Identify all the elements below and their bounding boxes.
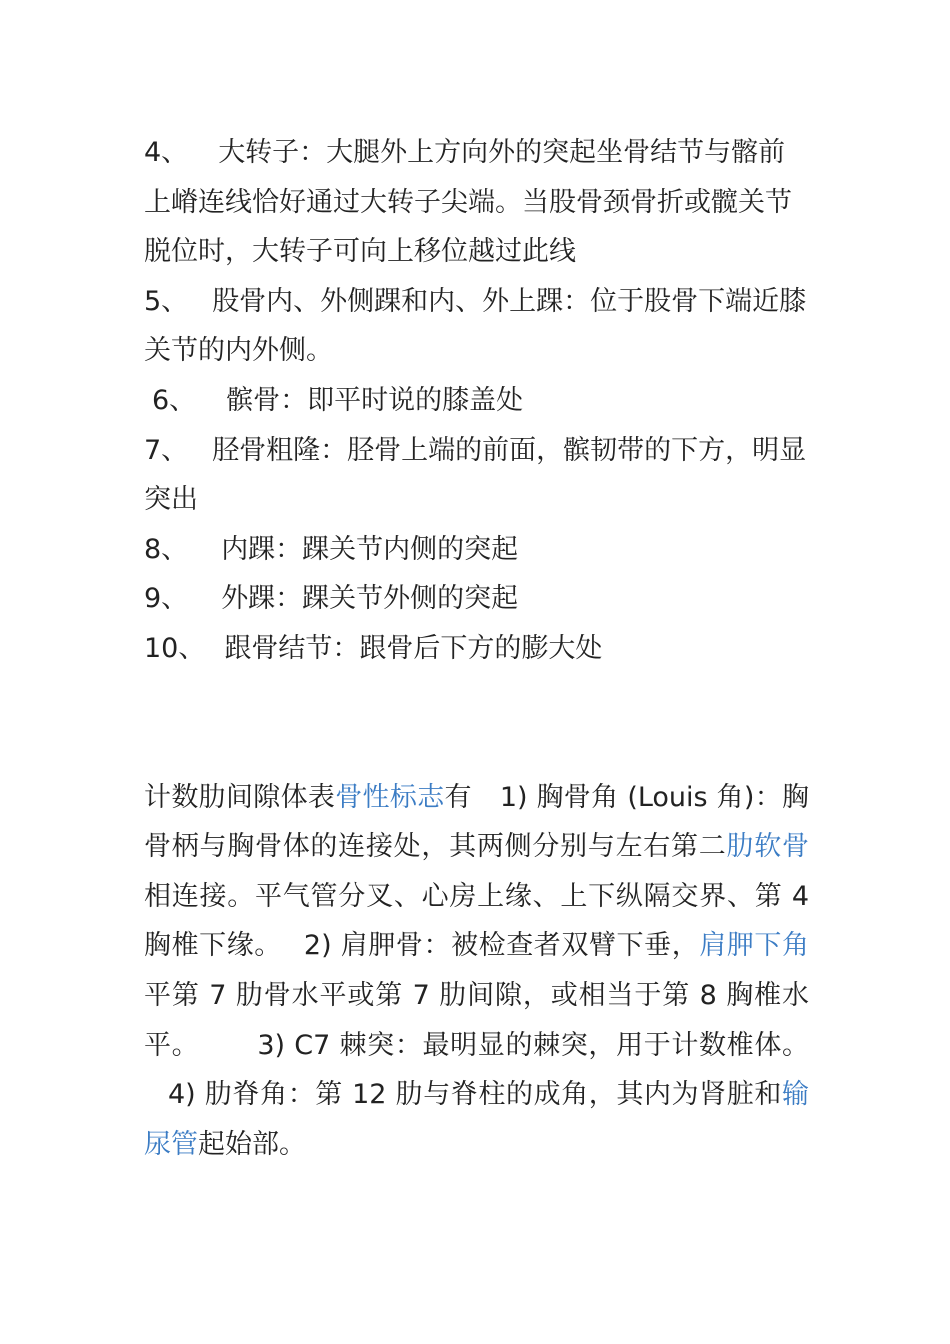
list-number: 5、 <box>144 285 189 317</box>
list-text: 内踝：踝关节内侧的突起 <box>221 533 519 565</box>
list-item-9 <box>144 574 809 624</box>
list-item-5 <box>144 277 809 376</box>
link-bony-landmark[interactable]: 骨性标志 <box>335 781 445 813</box>
list-item-7 <box>144 426 809 525</box>
paragraph-text: 4) 肋脊角：第 12 肋与脊柱的成角，其内为肾脏和 <box>168 1079 782 1111</box>
paragraph-text: 起始部。 <box>198 1128 306 1160</box>
list-item-8 <box>144 525 809 575</box>
list-number: 10、 <box>144 632 206 664</box>
list-number: 7、 <box>144 434 189 466</box>
list-text: 大转子：大腿外上方向外的突起坐骨结节与髂前上嵴连线恰好通过大转子尖端。当股骨颈骨折或髋关节脱位时，大转子可向上移位越过此线 <box>144 137 792 268</box>
list-number: 6、 <box>152 384 197 416</box>
paragraph-text: 2) 肩胛骨：被检查者双臂下垂， <box>303 930 700 962</box>
paragraph-text: 计数肋间隙体表 <box>144 781 336 813</box>
paragraph-text: 1) 胸骨角 (Louis 角)：胸骨柄与胸骨体的连接处，其两侧分别与左右第二 <box>144 781 810 863</box>
link-inferior-angle-scapula[interactable]: 肩胛下角 <box>699 930 810 962</box>
document-body <box>144 128 809 1169</box>
section-spacer <box>144 674 809 773</box>
list-text: 外踝：踝关节外侧的突起 <box>221 583 519 615</box>
list-text: 跟骨结节：跟骨后下方的膨大处 <box>224 632 603 664</box>
paragraph-text: 有 <box>444 781 472 813</box>
list-number: 9、 <box>144 583 189 615</box>
link-costal-cartilage[interactable]: 肋软骨 <box>726 831 810 863</box>
paragraph-text: 相连接。平气管分叉、心房上缘、上下纵隔交界、第 4 胸椎下缘。 <box>144 880 809 962</box>
list-text: 胫骨粗隆：胫骨上端的前面，髌韧带的下方，明显突出 <box>144 434 807 516</box>
list-text: 髌骨：即平时说的膝盖处 <box>226 384 524 416</box>
list-item-10 <box>144 624 809 674</box>
paragraph-text: 平第 7 肋骨水平或第 7 肋间隙，或相当于第 8 胸椎水平。 <box>144 979 809 1061</box>
link-ureter[interactable]: 输尿管 <box>144 1079 809 1160</box>
paragraph-text: 3) C7 棘突：最明显的棘突，用于计数椎体。 <box>257 1029 809 1061</box>
list-item-4 <box>144 128 809 277</box>
list-text: 股骨内、外侧踝和内、外上踝：位于股骨下端近膝关节的内外侧。 <box>144 285 807 367</box>
list-item-6 <box>144 376 809 426</box>
list-number: 8、 <box>144 533 189 565</box>
rib-count-paragraph <box>144 773 809 1170</box>
list-number: 4、 <box>144 137 189 168</box>
